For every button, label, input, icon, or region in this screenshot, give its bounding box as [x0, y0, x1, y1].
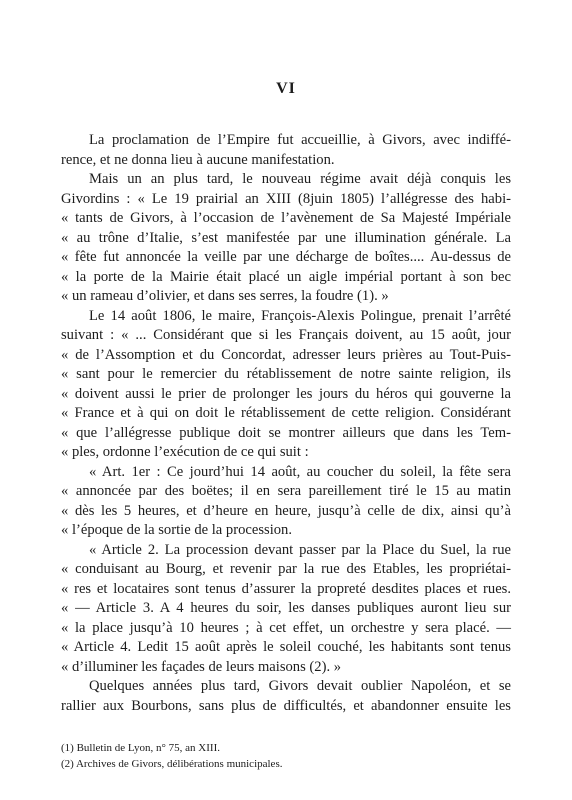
- text-line: Quelques années plus tard, Givors devait oublier Napoléon, et se: [89, 678, 511, 694]
- text-line: « que l’allégresse publique doit se montrer ailleurs que dans les Tem-: [61, 424, 511, 441]
- text-line: La proclamation de l’Empire fut accueillie, à Givors, avec indiffé-: [89, 132, 511, 148]
- text-line: « Article 4. Ledit 15 août après le soleil couché, les habitants sont tenus: [61, 639, 511, 655]
- text-line: « conduisant au Bourg, et revenir par la rue des Etables, les propriétai-: [61, 561, 511, 577]
- paragraph: [61, 677, 511, 716]
- text-line: « sant pour le remercier du rétablissement de notre sainte religion, ils: [61, 366, 511, 382]
- text-line: suivant : « ... Considérant que si les Français doivent, au 15 août, jour: [61, 327, 511, 343]
- text-line: « tants de Givors, à l’occasion de l’avènement de Sa Majesté Impériale: [61, 210, 511, 226]
- text-line: « doivent aussi le prier de prolonger les jours du héros qui gouverne la: [61, 385, 511, 402]
- paragraph: [61, 541, 511, 678]
- text-line: « la place jusqu’à 10 heures ; à cet effet, un orchestre y sera placé. —: [61, 619, 511, 636]
- text-line: « — Article 3. A 4 heures du soir, les danses publiques auront lieu sur: [61, 600, 511, 616]
- footnotes: [61, 740, 511, 772]
- text-line: « au trône d’Italie, s’est manifestée par une illumination générale. La: [61, 229, 511, 246]
- text-line: « annoncée par des boëtes; il en sera pareillement tiré le 15 au matin: [61, 483, 511, 499]
- text-line: « la porte de la Mairie était placé un aigle impérial portant à son bec: [61, 268, 511, 285]
- text-line: « ples, ordonne l’exécution de ce qui suit :: [61, 444, 309, 460]
- text-line: Givordins : « Le 19 prairial an XIII (8juin 1805) l’allégresse des habi-: [61, 190, 511, 207]
- text-line: « France et à qui on doit le rétablissement de cette religion. Considérant: [61, 405, 511, 421]
- text-line: « un rameau d’olivier, et dans ses serres, la foudre (1). »: [61, 288, 389, 304]
- text-line: « d’illuminer les façades de leurs maisons (2). »: [61, 658, 342, 675]
- text-line: rence, et ne donna lieu à aucune manifestation.: [61, 151, 335, 168]
- text-line: « fête fut annoncée la veille par une décharge de boîtes.... Au-dessus de: [61, 249, 511, 265]
- body-text: [61, 131, 511, 716]
- text-line: rallier aux Bourbons, sans plus de difficultés, et abandonner ensuite les: [61, 697, 511, 714]
- text-line: « dès les 5 heures, et d’heure en heure, jusqu’à celle de dix, ainsi qu’à: [61, 502, 511, 519]
- text-line: « l’époque de la sortie de la procession.: [61, 522, 292, 538]
- text-line: « de l’Assomption et du Concordat, adresser leurs prières au Tout-Puis-: [61, 346, 511, 363]
- footnote: (2) Archives de Givors, délibérations municipales.: [61, 758, 283, 770]
- text-line: Mais un an plus tard, le nouveau régime avait déjà conquis les: [89, 171, 511, 187]
- text-line: « res et locataires sont tenus d’assurer la propreté desdites places et rues.: [61, 580, 511, 597]
- text-line: « Article 2. La procession devant passer par la Place du Suel, la rue: [89, 541, 511, 558]
- paragraph: [61, 307, 511, 463]
- footnote: (1) Bulletin de Lyon, n° 75, an XIII.: [61, 742, 220, 754]
- paragraph: [61, 170, 511, 307]
- paragraph: [61, 131, 511, 170]
- text-line: Le 14 août 1806, le maire, François-Alexis Polingue, prenait l’arrêté: [89, 307, 511, 324]
- chapter-number: VI: [276, 80, 296, 97]
- paragraph: [61, 463, 511, 541]
- text-line: « Art. 1er : Ce jourd’hui 14 août, au coucher du soleil, la fête sera: [89, 463, 511, 480]
